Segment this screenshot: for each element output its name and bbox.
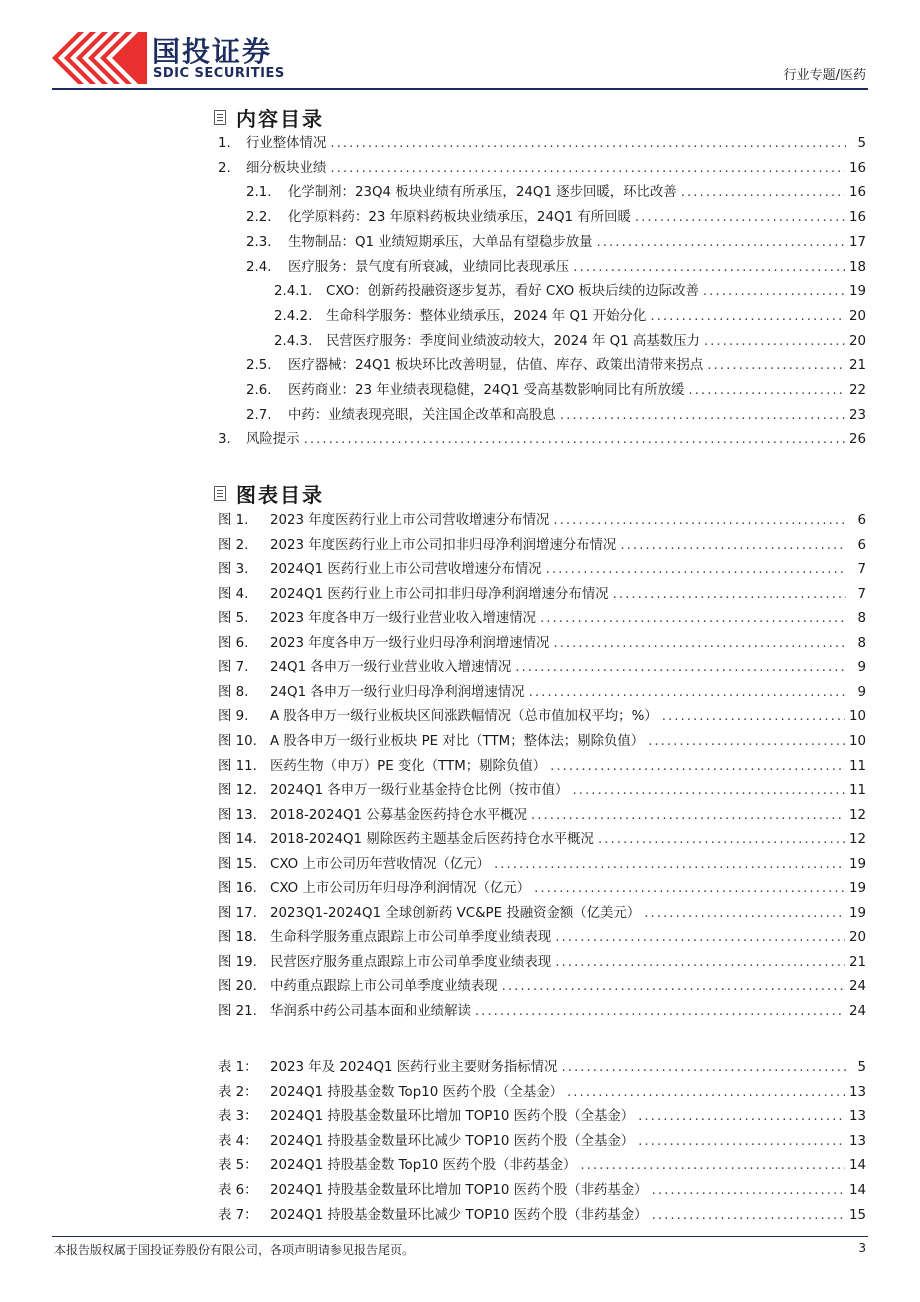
dot-leader <box>652 1180 845 1202</box>
entry-page-number: 12 <box>848 832 866 848</box>
entry-page-number: 7 <box>857 586 866 602</box>
entry-page-number: 9 <box>857 660 866 676</box>
content-entry[interactable] <box>246 405 866 427</box>
entry-page-number: 26 <box>848 432 866 448</box>
entry-title: 2024Q1 各申万一级行业基金持仓比例（按市值） <box>270 783 569 799</box>
header-divider <box>52 88 868 90</box>
dot-leader <box>531 805 845 827</box>
entry-title: 24Q1 各申万一级行业归母净利润增速情况 <box>270 684 525 700</box>
entry-number: 2.3. <box>246 234 272 250</box>
dot-leader <box>555 952 845 974</box>
entry-page-number: 7 <box>857 562 866 578</box>
entry-title: 细分板块业绩 <box>246 160 327 176</box>
entry-number: 表 5： <box>218 1158 258 1174</box>
entry-title: 2023 年度各申万一级行业归母净利润增速情况 <box>270 635 550 651</box>
content-entry[interactable] <box>246 207 866 229</box>
figure-entry[interactable] <box>218 535 866 557</box>
dot-leader <box>662 706 845 728</box>
entry-number: 3. <box>218 432 231 448</box>
table-entry[interactable] <box>218 1082 866 1104</box>
entry-number: 2. <box>218 160 231 176</box>
entry-number: 表 1： <box>218 1060 258 1075</box>
entry-title: 2024Q1 持股基金数量环比减少 TOP10 医药个股（非药基金） <box>270 1207 648 1223</box>
figure-entry[interactable] <box>218 829 866 851</box>
figure-entry[interactable] <box>218 805 866 827</box>
figure-entry[interactable] <box>218 657 866 679</box>
content-entry[interactable] <box>274 306 866 328</box>
entry-title: 2018-2024Q1 剔除医药主题基金后医药持仓水平概况 <box>270 832 594 848</box>
dot-leader <box>635 207 845 229</box>
entry-number: 图 16. <box>218 881 257 897</box>
figure-entry[interactable] <box>218 780 866 802</box>
entry-page-number: 8 <box>857 611 866 627</box>
entry-title: 生命科学服务重点跟踪上市公司单季度业绩表现 <box>270 930 552 946</box>
entry-page-number: 16 <box>848 210 866 226</box>
entry-page-number: 20 <box>848 930 866 946</box>
entry-page-number: 24 <box>848 1004 866 1019</box>
entry-number: 图 8. <box>218 684 249 700</box>
dot-leader <box>567 1082 845 1104</box>
content-entry[interactable] <box>274 331 866 353</box>
entry-number: 1. <box>218 136 231 151</box>
entry-number: 图 13. <box>218 807 257 823</box>
entry-number: 2.4. <box>246 259 272 275</box>
entry-title: 医药生物（申万）PE 变化（TTM；剔除负值） <box>270 758 547 774</box>
page-number: 3 <box>858 1241 866 1255</box>
figure-entry[interactable] <box>218 682 866 704</box>
entry-number: 表 6： <box>218 1183 258 1198</box>
entry-title: 医疗器械：24Q1 板块环比改善明显，估值、库存、政策出清带来拐点 <box>288 358 704 374</box>
content-entry[interactable] <box>246 257 866 279</box>
company-logo <box>52 30 312 86</box>
dot-leader <box>529 682 846 704</box>
entry-page-number: 17 <box>848 234 866 250</box>
entry-number: 2.2. <box>246 210 272 226</box>
table-entry[interactable] <box>218 1155 866 1177</box>
entry-page-number: 19 <box>848 881 866 897</box>
figure-entry[interactable] <box>218 633 866 655</box>
table-entry[interactable] <box>218 1106 866 1128</box>
page-header <box>0 0 920 100</box>
entry-title: 风险提示 <box>246 432 300 448</box>
footer-disclaimer: 本报告版权属于国投证券股份有限公司，各项声明请参见报告尾页。 <box>54 1243 415 1257</box>
entry-page-number: 6 <box>857 537 866 553</box>
entry-page-number: 11 <box>848 783 866 799</box>
table-entry[interactable] <box>218 1057 866 1079</box>
figure-entry[interactable] <box>218 608 866 630</box>
document-category: 行业专题/医药 <box>783 68 866 83</box>
entry-title: 2023 年及 2024Q1 医药行业主要财务指标情况 <box>270 1060 558 1075</box>
entry-number: 2.7. <box>246 407 272 423</box>
figure-entry[interactable] <box>218 731 866 753</box>
footer-divider <box>52 1236 868 1237</box>
table-entry[interactable] <box>218 1131 866 1153</box>
entry-page-number: 18 <box>848 259 866 275</box>
entry-number: 表 7： <box>218 1207 258 1223</box>
dot-leader <box>475 1001 845 1023</box>
entry-title: 2024Q1 医药行业上市公司扣非归母净利润增速分布情况 <box>270 586 609 602</box>
entry-page-number: 13 <box>848 1109 866 1125</box>
entry-title: CXO 上市公司历年营收情况（亿元） <box>270 856 490 872</box>
dot-leader <box>304 429 845 451</box>
entry-title: 24Q1 各申万一级行业营业收入增速情况 <box>270 660 512 676</box>
dot-leader <box>546 559 846 581</box>
entry-title: 化学制剂：23Q4 板块业绩有所承压，24Q1 逐步回暖，环比改善 <box>288 185 677 201</box>
entry-page-number: 5 <box>857 136 866 151</box>
dot-leader <box>330 133 846 155</box>
entry-number: 表 2： <box>218 1084 258 1100</box>
entry-number: 图 4. <box>218 586 249 602</box>
entry-page-number: 21 <box>848 358 866 374</box>
dot-leader <box>502 976 845 998</box>
entry-number: 图 9. <box>218 709 249 725</box>
entry-title: 2024Q1 持股基金数量环比减少 TOP10 医药个股（全基金） <box>270 1133 635 1149</box>
dot-leader <box>688 380 845 402</box>
dot-leader <box>555 927 845 949</box>
content-entry[interactable] <box>218 429 866 451</box>
entry-number: 图 6. <box>218 635 249 651</box>
entry-page-number: 5 <box>857 1060 866 1075</box>
entry-page-number: 10 <box>848 709 866 725</box>
dot-leader <box>638 1106 845 1128</box>
entry-number: 图 17. <box>218 905 257 921</box>
logo-english-text: SDIC SECURITIES <box>153 66 285 81</box>
entry-page-number: 20 <box>848 308 866 324</box>
figure-entry[interactable] <box>218 756 866 778</box>
entry-page-number: 14 <box>848 1158 866 1174</box>
entry-number: 图 10. <box>218 733 257 749</box>
entry-number: 图 20. <box>218 979 257 995</box>
content-entry[interactable] <box>246 355 866 377</box>
entry-title: 化学原料药：23 年原料药板块业绩承压，24Q1 有所回暖 <box>288 210 631 226</box>
figure-entry[interactable] <box>218 927 866 949</box>
dot-leader <box>650 306 845 328</box>
figure-entry[interactable] <box>218 1001 866 1023</box>
entry-title: 行业整体情况 <box>246 136 327 151</box>
figure-entry[interactable] <box>218 559 866 581</box>
entry-number: 2.4.1. <box>274 284 313 300</box>
dot-leader <box>597 232 845 254</box>
dot-leader <box>652 1205 845 1227</box>
dot-leader <box>534 878 845 900</box>
document-icon <box>214 486 226 501</box>
entry-title: 2023 年度各申万一级行业营业收入增速情况 <box>270 611 536 627</box>
entry-number: 2.5. <box>246 358 272 374</box>
entry-page-number: 16 <box>848 160 866 176</box>
figure-entry[interactable] <box>218 952 866 974</box>
content-entry[interactable] <box>218 133 866 155</box>
entry-title: A 股各申万一级行业板块区间涨跌幅情况（总市值加权平均；%） <box>270 709 658 725</box>
entry-number: 图 2. <box>218 537 249 553</box>
dot-leader <box>572 780 845 802</box>
dot-leader <box>707 355 845 377</box>
figures-heading <box>214 479 324 508</box>
content-entry[interactable] <box>218 158 866 180</box>
entry-page-number: 14 <box>848 1183 866 1198</box>
entry-page-number: 11 <box>848 758 866 774</box>
dot-leader <box>704 331 845 353</box>
table-entry[interactable] <box>218 1180 866 1202</box>
entry-title: 2023 年度医药行业上市公司营收增速分布情况 <box>270 513 550 528</box>
entry-page-number: 13 <box>848 1133 866 1149</box>
figure-entry[interactable] <box>218 976 866 998</box>
dot-leader <box>515 657 846 679</box>
dot-leader <box>540 608 846 630</box>
entry-number: 图 21. <box>218 1004 257 1019</box>
entry-page-number: 19 <box>848 284 866 300</box>
dot-leader <box>644 903 845 925</box>
entry-page-number: 13 <box>848 1084 866 1100</box>
logo-chinese-text: 国投证券 <box>152 35 273 68</box>
entry-page-number: 21 <box>848 954 866 970</box>
entry-page-number: 23 <box>848 407 866 423</box>
entry-number: 图 3. <box>218 562 249 578</box>
figure-entry[interactable] <box>218 510 866 532</box>
figure-entry[interactable] <box>218 706 866 728</box>
entry-title: 中药重点跟踪上市公司单季度业绩表现 <box>270 979 498 995</box>
entry-title: 2024Q1 持股基金数量环比增加 TOP10 医药个股（非药基金） <box>270 1183 648 1198</box>
entry-page-number: 24 <box>848 979 866 995</box>
entry-page-number: 19 <box>848 856 866 872</box>
content-entry[interactable] <box>246 182 866 204</box>
entry-number: 图 11. <box>218 758 257 774</box>
entry-page-number: 9 <box>857 684 866 700</box>
entry-number: 表 4： <box>218 1133 258 1149</box>
entry-number: 表 3： <box>218 1109 258 1125</box>
dot-leader <box>561 1057 846 1079</box>
dot-leader <box>494 854 845 876</box>
entry-number: 图 12. <box>218 783 257 799</box>
dot-leader <box>681 182 845 204</box>
contents-heading <box>214 103 324 132</box>
entry-title: 民营医疗服务：季度间业绩波动较大，2024 年 Q1 高基数压力 <box>326 333 700 349</box>
dot-leader <box>330 158 845 180</box>
entry-title: 生命科学服务：整体业绩承压，2024 年 Q1 开始分化 <box>326 308 647 324</box>
entry-title: 2023 年度医药行业上市公司扣非归母净利润增速分布情况 <box>270 537 617 553</box>
dot-leader <box>703 281 845 303</box>
entry-title: 2024Q1 持股基金数 Top10 医药个股（全基金） <box>270 1084 564 1100</box>
entry-title: 2023Q1-2024Q1 全球创新药 VC&PE 投融资金额（亿美元） <box>270 905 641 921</box>
entry-number: 2.4.2. <box>274 308 313 324</box>
entry-page-number: 12 <box>848 807 866 823</box>
entry-title: A 股各申万一级行业板块 PE 对比（TTM；整体法；剔除负值） <box>270 733 645 749</box>
dot-leader <box>553 510 846 532</box>
entry-number: 图 7. <box>218 660 249 676</box>
dot-leader <box>550 756 845 778</box>
content-entry[interactable] <box>274 281 866 303</box>
entry-number: 2.1. <box>246 185 272 201</box>
entry-number: 图 18. <box>218 930 257 946</box>
entry-title: 医疗服务：景气度有所衰减，业绩同比表现承压 <box>288 259 570 275</box>
entry-title: 华润系中药公司基本面和业绩解读 <box>270 1004 471 1019</box>
entry-number: 2.4.3. <box>274 333 313 349</box>
entry-number: 图 14. <box>218 832 257 848</box>
dot-leader <box>613 584 846 606</box>
contents-heading-text: 内容目录 <box>236 107 324 131</box>
entry-page-number: 16 <box>848 185 866 201</box>
dot-leader <box>598 829 845 851</box>
entry-page-number: 8 <box>857 635 866 651</box>
content-entry[interactable] <box>246 380 866 402</box>
dot-leader <box>553 633 846 655</box>
dot-leader <box>648 731 845 753</box>
entry-number: 2.6. <box>246 383 272 398</box>
figure-entry[interactable] <box>218 584 866 606</box>
entry-title: 2018-2024Q1 公募基金医药持仓水平概况 <box>270 807 527 823</box>
entry-title: 民营医疗服务重点跟踪上市公司单季度业绩表现 <box>270 954 552 970</box>
entry-number: 图 19. <box>218 954 257 970</box>
content-entry[interactable] <box>246 232 866 254</box>
entry-title: 2024Q1 持股基金数量环比增加 TOP10 医药个股（全基金） <box>270 1109 635 1125</box>
figure-entry[interactable] <box>218 854 866 876</box>
dot-leader <box>573 257 845 279</box>
dot-leader <box>638 1131 845 1153</box>
entry-title: 2024Q1 持股基金数 Top10 医药个股（非药基金） <box>270 1158 577 1174</box>
entry-number: 图 15. <box>218 856 257 872</box>
entry-page-number: 6 <box>857 513 866 528</box>
entry-title: CXO：创新药投融资逐步复苏，看好 CXO 板块后续的边际改善 <box>326 284 699 300</box>
entry-page-number: 22 <box>848 383 866 398</box>
entry-number: 图 5. <box>218 611 249 627</box>
entry-title: 中药：业绩表现亮眼，关注国企改革和高股息 <box>288 407 556 423</box>
entry-title: 2024Q1 医药行业上市公司营收增速分布情况 <box>270 562 542 578</box>
dot-leader <box>560 405 845 427</box>
entry-page-number: 20 <box>848 333 866 349</box>
figure-entry[interactable] <box>218 878 866 900</box>
table-entry[interactable] <box>218 1205 866 1227</box>
entry-title: 生物制品：Q1 业绩短期承压，大单品有望稳步放量 <box>288 234 593 250</box>
entry-page-number: 15 <box>848 1207 866 1223</box>
figure-entry[interactable] <box>218 903 866 925</box>
dot-leader <box>580 1155 845 1177</box>
entry-title: 医药商业：23 年业绩表现稳健，24Q1 受高基数影响同比有所放缓 <box>288 383 685 398</box>
figures-heading-text: 图表目录 <box>236 483 324 507</box>
dot-leader <box>620 535 846 557</box>
entry-title: CXO 上市公司历年归母净利润情况（亿元） <box>270 881 531 897</box>
entry-page-number: 19 <box>848 905 866 921</box>
entry-number: 图 1. <box>218 513 249 528</box>
logo-stripes-icon <box>52 30 147 86</box>
document-icon <box>214 110 226 125</box>
entry-page-number: 10 <box>848 733 866 749</box>
